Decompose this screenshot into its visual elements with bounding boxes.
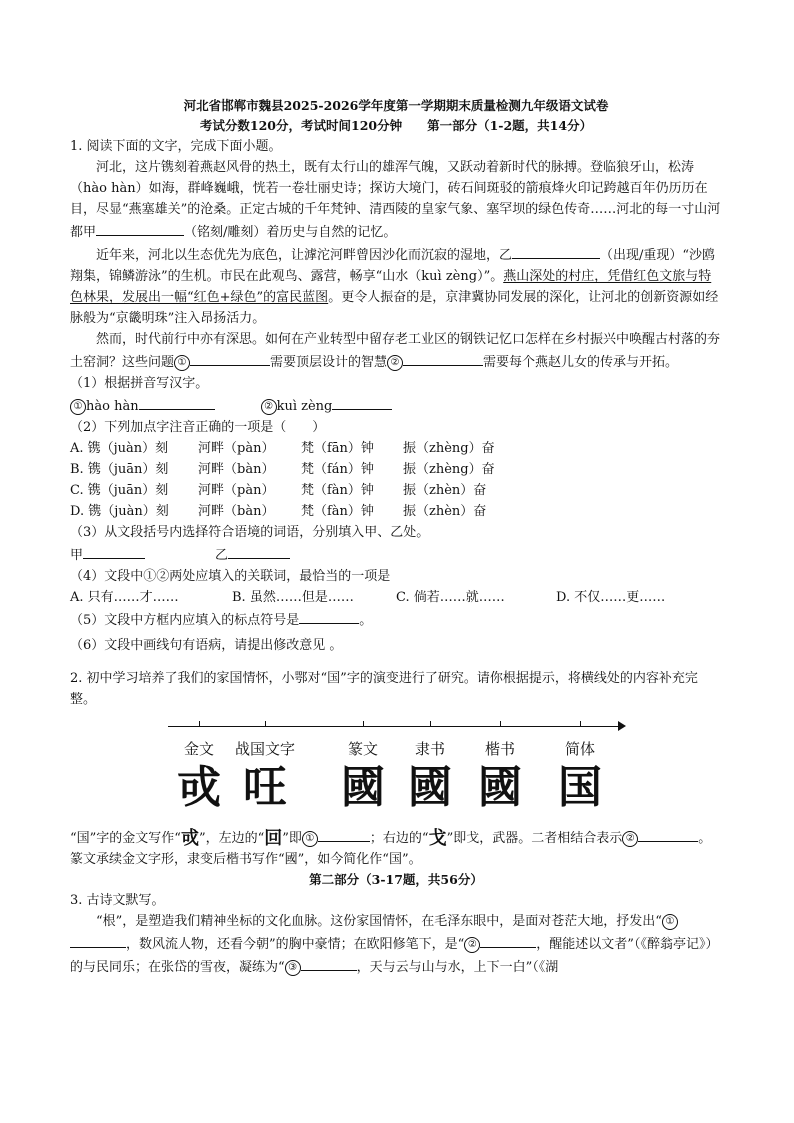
stage-glyph: 戓	[177, 762, 221, 813]
q3-intro: 3. 古诗文默写。	[70, 893, 165, 908]
q1-sub6: （6）文段中画线句有语病，请提出修改意见 。	[70, 638, 343, 653]
character-evolution-timeline	[70, 716, 722, 826]
q1-sub3: （3）从文段括号内选择符合语境的词语，分别填入甲、乙处。	[70, 525, 430, 540]
blank-q2-2[interactable]	[638, 826, 698, 842]
circle-number: ②	[464, 937, 480, 953]
circle-number: ②	[622, 831, 638, 847]
timeline-axis	[168, 726, 620, 727]
blank-pinyin-1[interactable]	[139, 394, 215, 410]
exam-title: 河北省邯郸市魏县2025-2026学年度第一学期期末质量检测九年级语文试卷	[183, 98, 609, 113]
blank-q3-1[interactable]	[70, 932, 126, 948]
stage-label: 篆文	[347, 740, 379, 758]
option-a[interactable]: A. 只有……才……	[70, 590, 179, 605]
arrow-right-icon	[618, 721, 626, 731]
underlined-sentence: 燕山深处的村庄，凭借红色文旅与特色林果，发展出一幅“红色+绿色”的富民蓝图	[70, 269, 712, 305]
q1-sub5: （5）文段中方框内应填入的标点符号是 。	[70, 608, 722, 631]
option-row[interactable]: A. 镌（juàn）刻 河畔（pàn） 梵（fān）钟 振（zhèng）奋	[70, 441, 495, 456]
stage-glyph: 㕵	[243, 762, 287, 813]
timeline-tick	[580, 721, 581, 727]
stage-label: 金文	[183, 740, 215, 758]
blank-yi[interactable]	[512, 243, 600, 259]
blank-q3-2[interactable]	[480, 932, 536, 948]
timeline-tick	[265, 721, 266, 727]
jinwen-glyph: 戓	[180, 828, 199, 849]
blank-yi-answer[interactable]	[228, 543, 290, 559]
stage-label: 简体	[564, 740, 596, 758]
q1-sub4: （4）文段中①②两处应填入的关联词，最恰当的一项是	[70, 569, 391, 584]
blank-q3-3[interactable]	[301, 955, 357, 971]
stage-glyph: 國	[478, 762, 522, 813]
q1-intro: 1. 阅读下面的文字，完成下面小题。	[70, 139, 282, 154]
q3-text: “根”，是塑造我们精神坐标的文化血脉。这份家国情怀，在毛泽东眼中，是面对苍茫大地，抒发出“ ①，数风流人物，还看今朝”的胸中豪情；在欧阳修笔下，是“ ② ，醒能述以文者”（《醉翁亭记》）的与民同乐；在张岱的雪夜，凝练为“ ③ ，天与云与山与水，上下一白”（《湖	[70, 914, 719, 975]
q2-intro: 2. 初中学习培养了我们的家国情怀，小鄂对“国”字的演变进行了研究。请你根据提示，将横线处的内容补充完整。	[70, 671, 698, 707]
blank-punctuation[interactable]	[299, 608, 359, 624]
stage-label: 隶书	[414, 740, 446, 758]
option-c[interactable]: C. 倘若……就……	[396, 590, 505, 605]
q1-para1: 河北，这片镌刻着燕赵风骨的热土，既有太行山的雄浑气魄，又跃动着新时代的脉搏。登临狼牙山，松涛（hào hàn）如海，群峰巍峨，恍若一卷壮丽史诗；探访大境门，砖石间斑驳的箭痕烽火印记跨越百年仍历历在目，尽显“燕塞雄关”的沧桑。正定古城的千年梵钟、清西陵的皇家气象、塞罕坝的绿色传奇……河北的每一寸山河都甲 （铭刻/雕刻）着历史与自然的记忆。	[70, 160, 721, 240]
circle-number: ①	[662, 914, 678, 930]
circle-number: ③	[285, 960, 301, 976]
jinwen-right-glyph: 戈	[428, 828, 447, 849]
option-b[interactable]: B. 虽然……但是……	[232, 590, 354, 605]
timeline-tick	[363, 721, 364, 727]
blank-q2-1[interactable]	[318, 826, 370, 842]
stage-glyph: 國	[341, 762, 385, 813]
q1-para3: 然而，时代前行中亦有深思。如何在产业转型中留存老工业区的钢铁记忆口怎样在乡村振兴中唤醒古村落的夯土窑洞？这些问题 ① 需要顶层设计的智慧 ② 需要每个燕赵儿女的传承与开拓。	[70, 332, 721, 370]
blank-pinyin-2[interactable]	[332, 394, 392, 410]
q1-para2: 近年来，河北以生态优先为底色，让滹沱河畔曾因沙化而沉寂的湿地，乙 （出现/重现）“沙鸥翔集，锦鳞游泳”的生机。市民在此观鸟、露营，畅享“山水（kuì zèng）”。燕山深处的村庄，凭借红色文旅与特色林果，发展出一幅“红色+绿色”的富民蓝图。更令人振奋的是，京津冀协同发展的深化，让河北的创新资源如经脉般为“京畿明珠”注入昂扬活力。	[70, 243, 722, 329]
q1-sub2-options	[70, 438, 722, 522]
option-row[interactable]: D. 镌（juàn）刻 河畔（bàn） 梵（fàn）钟 振（zhèn）奋	[70, 504, 487, 519]
q1-sub3-blanks: 甲 乙	[70, 543, 722, 566]
timeline-tick	[199, 721, 200, 727]
jinwen-left-glyph: 回	[264, 828, 283, 849]
stage-glyph: 國	[408, 762, 452, 813]
q1-sub1: （1）根据拼音写汉字。	[70, 376, 209, 391]
timeline-tick	[430, 721, 431, 727]
circle-number: ②	[261, 399, 277, 415]
blank-2[interactable]	[403, 350, 483, 366]
option-d[interactable]: D. 不仅……更……	[556, 590, 666, 605]
stage-glyph: 国	[558, 762, 602, 813]
circle-number: ①	[70, 399, 86, 415]
exam-page	[70, 96, 722, 978]
stage-label: 战国文字	[234, 740, 296, 758]
circle-number: ②	[387, 355, 403, 371]
option-row[interactable]: B. 镌（juān）刻 河畔（bàn） 梵（fán）钟 振（zhèng）奋	[70, 462, 495, 477]
blank-jia[interactable]	[96, 220, 184, 236]
q2-text: “国”字的金文写作“戓”，左边的“回”即 ① ；右边的“戈”即戈，武器。二者相结合表示 ② 。篆文承续金文字形，隶变后楷书写作“國”，如今简化作“国”。	[70, 828, 712, 867]
q1-sub4-options	[70, 587, 722, 608]
blank-jia-answer[interactable]	[83, 543, 145, 559]
blank-1[interactable]	[190, 350, 270, 366]
circle-number: ①	[302, 831, 318, 847]
q1-sub2: （2）下列加点字注音正确的一项是（ ）	[70, 420, 326, 435]
timeline-tick	[500, 721, 501, 727]
option-row[interactable]: C. 镌（juān）刻 河畔（pàn） 梵（fàn）钟 振（zhèn）奋	[70, 483, 487, 498]
part2-title: 第二部分（3-17题，共56分）	[309, 872, 483, 887]
q1-sub1-blanks: ① hào hàn ② kuì zèng	[70, 394, 722, 417]
exam-subtitle: 考试分数120分，考试时间120分钟 第一部分（1-2题，共14分）	[199, 118, 593, 133]
stage-label: 楷书	[484, 740, 516, 758]
circle-number: ①	[174, 355, 190, 371]
